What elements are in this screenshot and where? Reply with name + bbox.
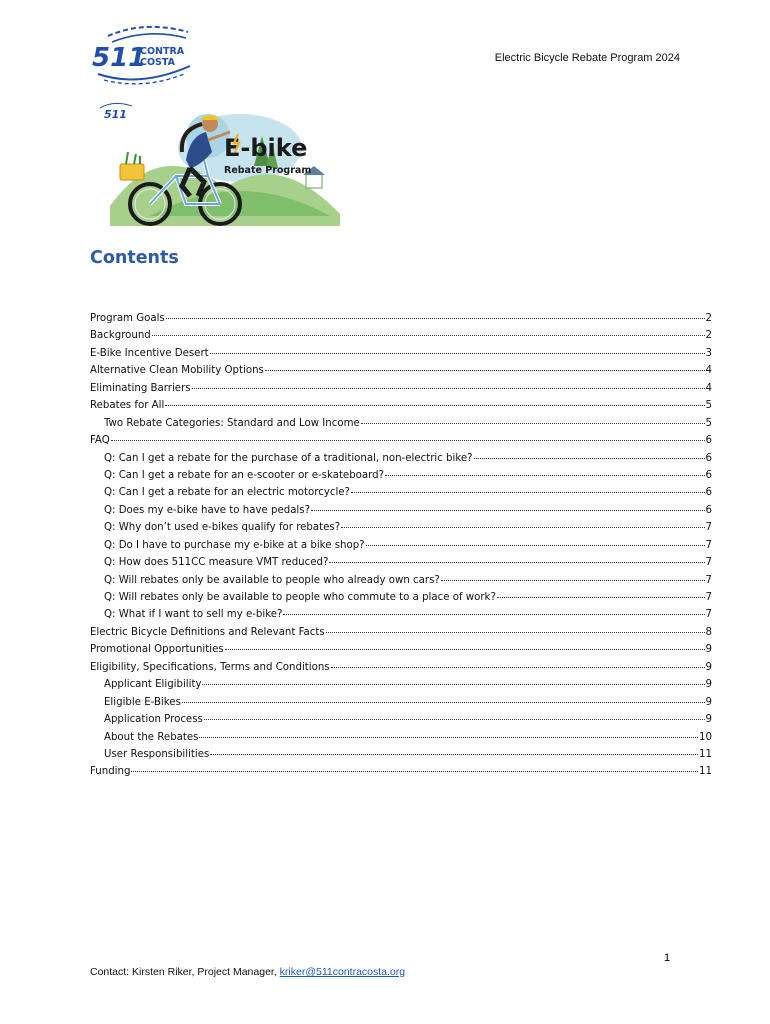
toc-entry-page: 9 [705,644,712,656]
toc-entry-page: 7 [705,609,712,621]
toc-dot-leader [331,666,705,668]
toc-entry-page: 7 [705,557,712,569]
toc-entry-page: 9 [705,679,712,691]
logo-line1: CONTRA [140,46,185,57]
toc-dot-leader [210,352,705,354]
toc-entry[interactable] [90,522,712,539]
toc-dot-leader [341,526,704,528]
toc-dot-leader [199,736,698,738]
toc-entry[interactable] [90,540,712,557]
toc-entry-title: FAQ [90,435,110,447]
toc-entry-page: 4 [705,382,712,394]
logo-line2: COSTA [140,57,175,68]
toc-entry-page: 9 [705,696,712,708]
toc-entry[interactable] [90,470,712,487]
toc-entry-title: Q: Can I get a rebate for an e-scooter or e-skateboard? [104,469,385,481]
toc-entry[interactable] [90,400,712,417]
toc-entry-page: 11 [699,748,712,760]
toc-dot-leader [202,683,704,685]
toc-entry-title: Eligibility, Specifications, Terms and Conditions [90,661,330,673]
toc-entry-page: 4 [705,365,712,377]
toc-entry-page: 2 [705,330,712,342]
toc-entry[interactable] [90,749,712,766]
toc-entry[interactable] [90,453,712,470]
toc-dot-leader [474,457,705,459]
toc-dot-leader [192,387,705,389]
toc-dot-leader [165,404,704,406]
toc-dot-leader [497,596,705,598]
footer-contact [90,966,405,978]
toc-dot-leader [441,579,705,581]
toc-dot-leader [152,334,705,336]
toc-entry-page: 6 [705,452,712,464]
toc-entry-page: 9 [705,661,712,673]
toc-dot-leader [283,613,704,615]
toc-entry-title: Promotional Opportunities [90,644,224,656]
logo-number: 511 [92,43,147,73]
toc-dot-leader [361,422,705,424]
toc-entry[interactable] [90,435,712,452]
toc-entry-title: Background [90,330,151,342]
toc-dot-leader [351,491,705,493]
toc-dot-leader [111,439,705,441]
toc-entry-page: 7 [705,592,712,603]
toc-dot-leader [311,509,705,511]
toc-entry-page: 6 [705,435,712,447]
toc-entry-page: 9 [705,714,712,726]
toc-entry-page: 10 [699,731,712,743]
toc-entry-title: Application Process [104,714,203,726]
toc-entry[interactable] [90,575,712,592]
toc-entry[interactable] [90,418,712,435]
toc-entry-page: 7 [705,574,712,586]
toc-dot-leader [182,701,705,703]
header-title: Electric Bicycle Rebate Program 2024 [494,52,680,64]
toc-entry-page: 7 [705,539,712,551]
toc-entry-title: About the Rebates [104,731,199,743]
toc-dot-leader [385,474,704,476]
toc-entry[interactable] [90,732,712,749]
toc-entry-title: Q: Can I get a rebate for an electric motorcycle? [104,487,350,499]
toc-entry-page: 2 [705,313,712,324]
toc-entry-title: Eligible E-Bikes [104,696,181,708]
toc-entry[interactable] [90,557,712,574]
toc-entry[interactable] [90,505,712,522]
toc-entry-page: 6 [705,504,712,516]
toc-entry-title: Two Rebate Categories: Standard and Low Income [104,417,360,429]
toc-entry-title: Rebates for All [90,400,165,412]
toc-entry[interactable] [90,609,712,626]
toc-entry-page: 6 [705,469,712,481]
toc-entry[interactable] [90,766,712,783]
toc-entry-page: 5 [705,417,712,429]
toc-dot-leader [366,544,705,546]
toc-entry-title: Eliminating Barriers [90,382,191,394]
toc-entry-title: Q: Do I have to purchase my e-bike at a bike shop? [104,539,365,551]
toc-entry-title: Q: Will rebates only be available to people who commute to a place of work? [104,592,496,603]
toc-entry[interactable] [90,487,712,504]
contents-heading: Contents [90,248,179,268]
toc-entry-page: 3 [705,347,712,359]
toc-entry[interactable] [90,365,712,382]
contact-email-link[interactable]: kriker@511contracosta.org [279,966,406,978]
toc-dot-leader [265,369,705,371]
hero-logo-text: 511 [104,108,127,121]
toc-entry-title: Q: What if I want to sell my e-bike? [104,609,283,621]
toc-dot-leader [329,561,704,563]
toc-entry[interactable] [90,627,712,644]
toc-entry-title: E-Bike Incentive Desert [90,347,209,359]
toc-entry[interactable] [90,383,712,400]
511-contra-costa-logo [90,22,194,86]
toc-dot-leader [326,631,705,633]
toc-entry-page: 5 [705,400,712,412]
toc-entry-page: 7 [705,522,712,534]
table-of-contents [90,313,712,784]
toc-dot-leader [131,770,698,772]
page-number: 1 [664,952,671,964]
toc-entry[interactable] [90,714,712,731]
toc-entry-title: Q: Does my e-bike have to have pedals? [104,504,310,516]
toc-entry[interactable] [90,697,712,714]
toc-entry-title: Q: Why don’t used e-bikes qualify for rebates? [104,522,341,534]
toc-entry-title: Applicant Eligibility [104,679,202,691]
toc-entry[interactable] [90,330,712,347]
toc-entry-title: Q: Can I get a rebate for the purchase of a traditional, non-electric bike? [104,452,473,464]
toc-entry-title: Program Goals [90,313,165,324]
ebike-hero-illustration [90,96,340,236]
toc-dot-leader [166,317,705,319]
toc-entry[interactable] [90,644,712,661]
hero-subtitle: Rebate Program [224,165,312,176]
toc-entry-title: User Responsibilities [104,748,210,760]
toc-entry-page: 11 [699,766,712,778]
hero-title: E-bike [224,134,308,162]
toc-entry-title: Funding [90,766,131,778]
toc-entry-title: Alternative Clean Mobility Options [90,365,264,377]
toc-entry[interactable] [90,679,712,696]
toc-entry[interactable] [90,313,712,330]
toc-entry[interactable] [90,662,712,679]
footer-contact-text: Contact: Kirsten Riker, Project Manager, [90,966,280,978]
toc-dot-leader [210,753,698,755]
toc-dot-leader [204,718,705,720]
toc-entry[interactable] [90,348,712,365]
toc-entry-title: Q: Will rebates only be available to people who already own cars? [104,574,440,586]
toc-dot-leader [225,648,705,650]
toc-entry-page: 6 [705,487,712,499]
toc-entry[interactable] [90,592,712,609]
toc-entry-title: Q: How does 511CC measure VMT reduced? [104,557,329,569]
toc-entry-page: 8 [705,626,712,638]
toc-entry-title: Electric Bicycle Definitions and Relevant Facts [90,626,325,638]
